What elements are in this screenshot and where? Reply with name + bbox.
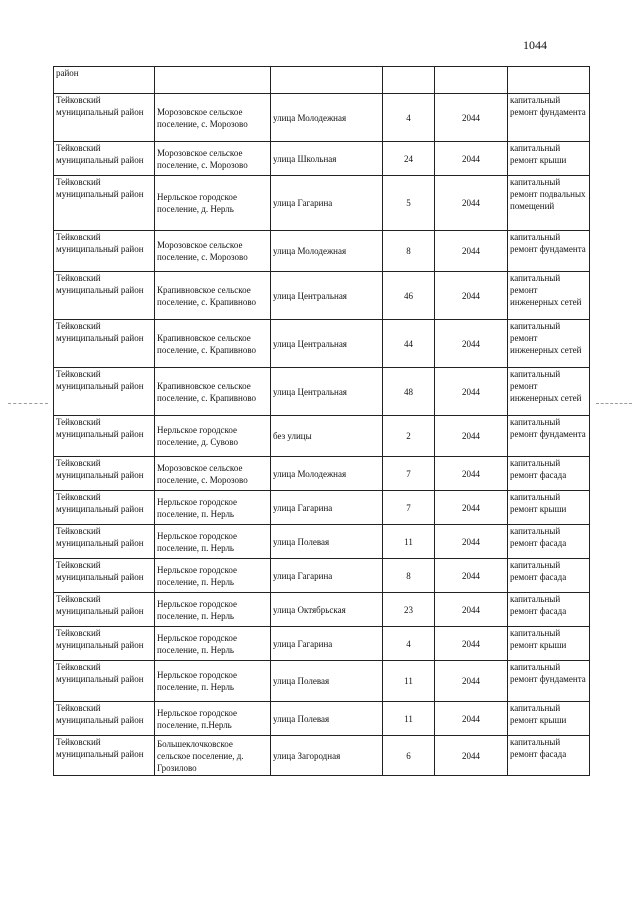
cell-house: 48	[383, 368, 435, 416]
cell-settlement: Нерльское городское поселение, п. Нерль	[155, 661, 271, 702]
cell-district: Тейковский муниципальный район	[54, 176, 155, 231]
cell-settlement: Большеклочковское сельское поселение, д. Грозилово	[155, 736, 271, 776]
cell-district: Тейковский муниципальный район	[54, 491, 155, 525]
cell-work: капитальный ремонт фасада	[508, 525, 590, 559]
cell-work: капитальный ремонт крыши	[508, 491, 590, 525]
table-row	[54, 272, 590, 320]
cell-settlement: Нерльское городское поселение, п. Нерль	[155, 559, 271, 593]
cell-work: капитальный ремонт фундамента	[508, 661, 590, 702]
table-body	[54, 67, 590, 776]
cell-district: Тейковский муниципальный район	[54, 368, 155, 416]
cell-work: капитальный ремонт инженерных сетей	[508, 272, 590, 320]
cell-house: 5	[383, 176, 435, 231]
cell-year: 2044	[435, 94, 508, 142]
table-row	[54, 491, 590, 525]
cell-year: 2044	[435, 559, 508, 593]
cell-district: Тейковский муниципальный район	[54, 94, 155, 142]
cell-settlement	[155, 67, 271, 94]
cell-house: 11	[383, 661, 435, 702]
cell-settlement: Нерльское городское поселение, п. Нерль	[155, 627, 271, 661]
cell-street: улица Гагарина	[271, 491, 383, 525]
cell-district: Тейковский муниципальный район	[54, 525, 155, 559]
cell-house: 7	[383, 491, 435, 525]
cell-settlement: Крапивновское сельское поселение, с. Крапивново	[155, 272, 271, 320]
cell-year: 2044	[435, 416, 508, 457]
cell-work: капитальный ремонт инженерных сетей	[508, 368, 590, 416]
cell-house: 24	[383, 142, 435, 176]
cell-street: улица Гагарина	[271, 559, 383, 593]
cell-work: капитальный ремонт фасада	[508, 593, 590, 627]
cell-work: капитальный ремонт крыши	[508, 627, 590, 661]
cell-year: 2044	[435, 320, 508, 368]
cell-district: Тейковский муниципальный район	[54, 231, 155, 272]
cell-district: Тейковский муниципальный район	[54, 142, 155, 176]
cell-street: улица Октябрьская	[271, 593, 383, 627]
table-row	[54, 736, 590, 776]
table-row	[54, 416, 590, 457]
table-row	[54, 320, 590, 368]
cell-house: 44	[383, 320, 435, 368]
cell-work: капитальный ремонт подвальных помещений	[508, 176, 590, 231]
cell-street: улица Школьная	[271, 142, 383, 176]
cell-work: капитальный ремонт фасада	[508, 457, 590, 491]
cell-year: 2044	[435, 272, 508, 320]
cell-street: улица Молодежная	[271, 457, 383, 491]
cell-settlement: Морозовское сельское поселение, с. Морозово	[155, 142, 271, 176]
cell-year	[435, 67, 508, 94]
cell-house: 7	[383, 457, 435, 491]
table-row	[54, 559, 590, 593]
cell-work: капитальный ремонт фасада	[508, 559, 590, 593]
table-row	[54, 94, 590, 142]
cell-street: улица Молодежная	[271, 94, 383, 142]
cell-house: 46	[383, 272, 435, 320]
cell-year: 2044	[435, 457, 508, 491]
cell-street: улица Гагарина	[271, 176, 383, 231]
cell-year: 2044	[435, 142, 508, 176]
table-row	[54, 231, 590, 272]
cell-settlement: Нерльское городское поселение, п. Нерль	[155, 491, 271, 525]
cell-street: улица Полевая	[271, 702, 383, 736]
cell-settlement: Нерльское городское поселение, д. Сувово	[155, 416, 271, 457]
cell-settlement: Морозовское сельское поселение, с. Морозово	[155, 94, 271, 142]
cell-street: улица Центральная	[271, 272, 383, 320]
cell-settlement: Крапивновское сельское поселение, с. Крапивново	[155, 368, 271, 416]
cell-street: улица Полевая	[271, 661, 383, 702]
table-row	[54, 661, 590, 702]
cell-settlement: Нерльское городское поселение, п.Нерль	[155, 702, 271, 736]
cell-year: 2044	[435, 176, 508, 231]
cell-work: капитальный ремонт фундамента	[508, 94, 590, 142]
cell-house	[383, 67, 435, 94]
cell-settlement: Морозовское сельское поселение, с. Морозово	[155, 231, 271, 272]
cell-street: улица Центральная	[271, 368, 383, 416]
cell-district: Тейковский муниципальный район	[54, 457, 155, 491]
cell-settlement: Крапивновское сельское поселение, с. Крапивново	[155, 320, 271, 368]
cell-house: 6	[383, 736, 435, 776]
cell-work: капитальный ремонт инженерных сетей	[508, 320, 590, 368]
cell-work: капитальный ремонт фундамента	[508, 231, 590, 272]
table-row	[54, 142, 590, 176]
cell-house: 8	[383, 559, 435, 593]
cell-year: 2044	[435, 661, 508, 702]
cell-year: 2044	[435, 525, 508, 559]
cell-district: Тейковский муниципальный район	[54, 272, 155, 320]
cell-work: капитальный ремонт фундамента	[508, 416, 590, 457]
cell-district: Тейковский муниципальный район	[54, 416, 155, 457]
cell-street: без улицы	[271, 416, 383, 457]
cell-street: улица Гагарина	[271, 627, 383, 661]
cell-district: Тейковский муниципальный район	[54, 627, 155, 661]
table-row	[54, 457, 590, 491]
cell-street: улица Центральная	[271, 320, 383, 368]
cell-year: 2044	[435, 593, 508, 627]
cell-house: 4	[383, 94, 435, 142]
cell-work: капитальный ремонт фасада	[508, 736, 590, 776]
scan-dash-right	[596, 403, 632, 404]
page-number: 1044	[523, 38, 547, 52]
cell-year: 2044	[435, 368, 508, 416]
cell-house: 4	[383, 627, 435, 661]
cell-work	[508, 67, 590, 94]
cell-work: капитальный ремонт крыши	[508, 142, 590, 176]
cell-district: Тейковский муниципальный район	[54, 736, 155, 776]
cell-street: улица Молодежная	[271, 231, 383, 272]
cell-settlement: Морозовское сельское поселение, с. Морозово	[155, 457, 271, 491]
table-row	[54, 368, 590, 416]
cell-house: 2	[383, 416, 435, 457]
cell-settlement: Нерльское городское поселение, п. Нерль	[155, 525, 271, 559]
cell-district: Тейковский муниципальный район	[54, 559, 155, 593]
cell-year: 2044	[435, 736, 508, 776]
cell-settlement: Нерльское городское поселение, д. Нерль	[155, 176, 271, 231]
cell-house: 11	[383, 525, 435, 559]
table-row	[54, 525, 590, 559]
cell-district: район	[54, 67, 155, 94]
table-row	[54, 702, 590, 736]
cell-district: Тейковский муниципальный район	[54, 661, 155, 702]
table-row	[54, 593, 590, 627]
cell-house: 23	[383, 593, 435, 627]
cell-house: 8	[383, 231, 435, 272]
cell-street: улица Загородная	[271, 736, 383, 776]
cell-year: 2044	[435, 491, 508, 525]
table-row	[54, 176, 590, 231]
cell-year: 2044	[435, 702, 508, 736]
cell-year: 2044	[435, 627, 508, 661]
cell-work: капитальный ремонт крыши	[508, 702, 590, 736]
cell-street	[271, 67, 383, 94]
cell-district: Тейковский муниципальный район	[54, 702, 155, 736]
cell-house: 11	[383, 702, 435, 736]
carry-over-row	[54, 67, 590, 94]
housing-repair-table	[53, 66, 590, 776]
cell-year: 2044	[435, 231, 508, 272]
cell-district: Тейковский муниципальный район	[54, 320, 155, 368]
table-row	[54, 627, 590, 661]
cell-settlement: Нерльское городское поселение, п. Нерль	[155, 593, 271, 627]
cell-district: Тейковский муниципальный район	[54, 593, 155, 627]
cell-street: улица Полевая	[271, 525, 383, 559]
scan-dash-left	[8, 403, 48, 404]
